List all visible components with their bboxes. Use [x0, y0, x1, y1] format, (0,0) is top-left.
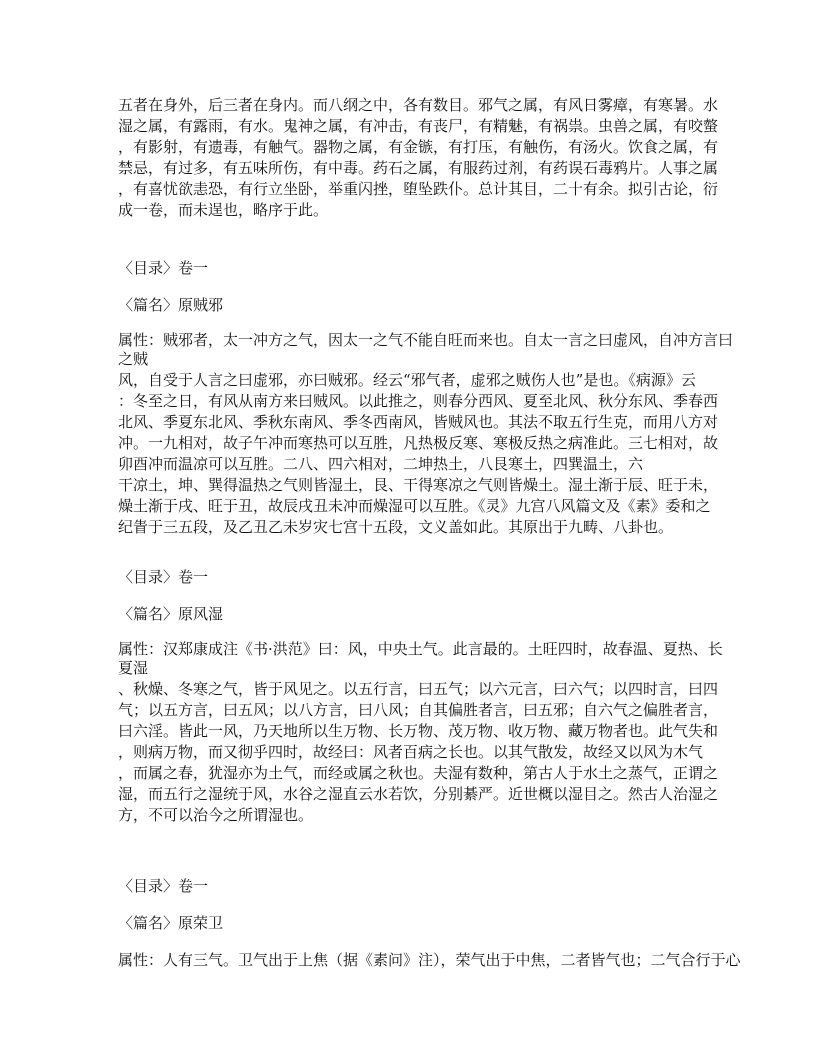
text-line: 之贼: [118, 350, 149, 368]
text-line: ：冬至之日，有风从南方来曰贼风。以此推之，则春分西风、夏至北风、秋分东风、季春西: [118, 392, 719, 410]
text-line: 冲。一九相对，故子午冲而寒热可以互胜，凡热极反寒、寒极反热之病准此。三七相对，故: [118, 434, 719, 452]
text-line: 方，不可以治今之所谓湿也。: [118, 806, 314, 824]
text-line: 湿，而五行之湿统于风，水谷之湿直云水若饮，分别綦严。近世概以湿目之。然古人治湿之: [118, 785, 719, 803]
text-line: ，有影射，有遗毒，有触气。器物之属，有金镞，有打压，有触伤，有汤火。饮食之属，有: [118, 138, 719, 156]
intro-paragraph: [118, 95, 718, 221]
section-body: [118, 331, 733, 538]
section-body: [118, 950, 741, 971]
text-line: 属性：汉郑康成注《书·洪范》曰：风，中央土气。此言最的。土旺四时，故春温、夏热、长: [118, 640, 723, 658]
text-line: 卯酉冲而温凉可以互胜。二八、四六相对，二坤热土，八艮寒土，四巽温土，六: [118, 455, 644, 473]
text-line: 夏湿: [118, 659, 149, 677]
section-title: [118, 604, 223, 625]
text-line: 五者在身外，后三者在身内。而八纲之中，各有数目。邪气之属，有风日雾瘴，有寒暑。水: [118, 96, 719, 114]
catalog-label: 〈目录〉卷一: [118, 259, 209, 277]
text-line: 成一卷，而未逞也，略序于此。: [118, 201, 329, 219]
text-line: 曰六淫。皆此一风，乃天地所以生万物、长万物、茂万物、收万物、藏万物者也。此气失和: [118, 722, 719, 740]
text-line: 干凉土，坤、巽得温热之气则皆湿土，艮、干得寒凉之气则皆燥土。湿土渐于辰、旺于未，: [118, 476, 719, 494]
text-line: 属性：贼邪者，太一冲方之气，因太一之气不能自旺而来也。自太一言之曰虚风，自冲方言曰: [118, 331, 734, 349]
text-line: 湿之属，有露雨，有水。鬼神之属，有冲击，有丧尸，有精魅，有祸祟。虫兽之属，有咬螫: [118, 117, 719, 135]
text-line: ，则病万物，而又彻乎四时，故经曰：风者百病之长也。以其气散发，故经又以风为木气: [118, 743, 704, 761]
text-line: 禁忌，有过多，有五味所伤，有中毒。药石之属，有服药过剂，有药误石毒鸦片。人事之属: [118, 159, 719, 177]
chapter-title: 〈篇名〉原风湿: [118, 605, 224, 623]
chapter-title: 〈篇名〉原荣卫: [118, 914, 224, 932]
section-title: [118, 295, 223, 316]
section-catalog: [118, 876, 208, 897]
text-line: ，有喜忧欲恚恐，有行立坐卧，举重闪挫，堕坠跌仆。总计其目，二十有余。拟引古论，衍: [118, 180, 719, 198]
text-line: 燥土渐于戌、旺于丑，故辰戌丑未冲而燥湿可以互胜。《灵》九宫八风篇文及《素》委和之: [118, 497, 711, 515]
text-line: 属性：人有三气。卫气出于上焦（据《素问》注），荣气出于中焦，二者皆气也；二气合行于心: [118, 951, 741, 969]
text-line: 风，自受于人言之曰虚邪，亦曰贼邪。经云“邪气者，虚邪之贼伤人也”是也。《病源》云: [118, 371, 696, 389]
section-catalog: [118, 258, 208, 279]
text-line: 纪眚于三五段，及乙丑乙未岁灾七宫十五段，文义盖如此。其原出于九畴、八卦也。: [118, 518, 674, 536]
text-line: 、秋燥、冬寒之气，皆于风见之。以五行言，曰五气；以六元言，曰六气；以四时言，曰四: [118, 680, 719, 698]
text-line: 北风、季夏东北风、季秋东南风、季冬西南风，皆贼风也。其法不取五行生克，而用八方对: [118, 413, 719, 431]
catalog-label: 〈目录〉卷一: [118, 877, 209, 895]
text-line: 气；以五方言，曰五风；以八方言，曰八风；自其偏胜者言，曰五邪；自六气之偏胜者言，: [118, 701, 719, 719]
section-title: [118, 913, 223, 934]
text-line: ，而属之春，犹湿亦为土气，而经或属之秋也。夫湿有数种，第古人于水土之蒸气，正谓之: [118, 764, 719, 782]
section-body: [118, 640, 723, 826]
section-catalog: [118, 567, 208, 588]
catalog-label: 〈目录〉卷一: [118, 568, 209, 586]
chapter-title: 〈篇名〉原贼邪: [118, 296, 224, 314]
